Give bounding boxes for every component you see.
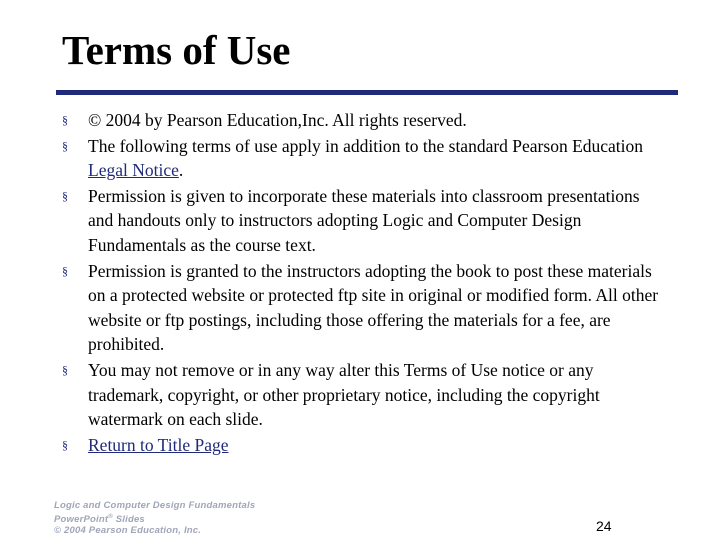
bullet-text: The following terms of use apply in addition to the standard Pearson Education [88,135,644,156]
footer-book-title: Logic and Computer Design Fundamentals [54,500,256,511]
bullet-icon: § [62,437,68,452]
bullet-list [62,108,662,458]
bullet-icon: § [62,138,68,153]
footer-slides-label: PowerPoint® Slides [54,513,145,525]
bullet-text: Permission is given to incorporate these materials into classroom presentations and handouts only to instructors adopting Logic and Computer Design Fundamentals as the course text. [88,185,640,255]
bullet-text: Permission is granted to the instructors adopting the book to post these materials on a protected website or protected ftp site in original or modified form. All other website or ftp postings, including those offering the materials for a fee, are prohibited. [88,260,659,355]
bullet-item [62,433,662,458]
bullet-item [62,134,662,183]
return-to-title-link[interactable]: Return to Title Page [88,434,229,455]
page-number: 24 [596,518,612,534]
slide-title: Terms of Use [62,27,291,73]
bullet-text-tail: . [178,160,184,181]
legal-notice-link[interactable]: Legal Notice [88,160,179,181]
footer-copyright: © 2004 Pearson Education, Inc. [54,525,202,537]
bullet-text: You may not remove or in any way alter this Terms of Use notice or any trademark, copyright, or other proprietary notice, including the copyright watermark on each slide. [88,359,600,430]
bullet-icon: § [62,188,68,203]
title-divider [56,90,678,95]
bullet-item [62,259,662,357]
bullet-icon: § [62,263,68,278]
bullet-text: © 2004 by Pearson Education,Inc. All rights reserved. [88,110,467,130]
bullet-icon: § [62,113,68,127]
bullet-item [62,184,662,258]
bullet-item [62,358,662,432]
bullet-icon: § [62,362,68,377]
footer-branding [54,500,255,537]
bullet-item [62,108,662,133]
